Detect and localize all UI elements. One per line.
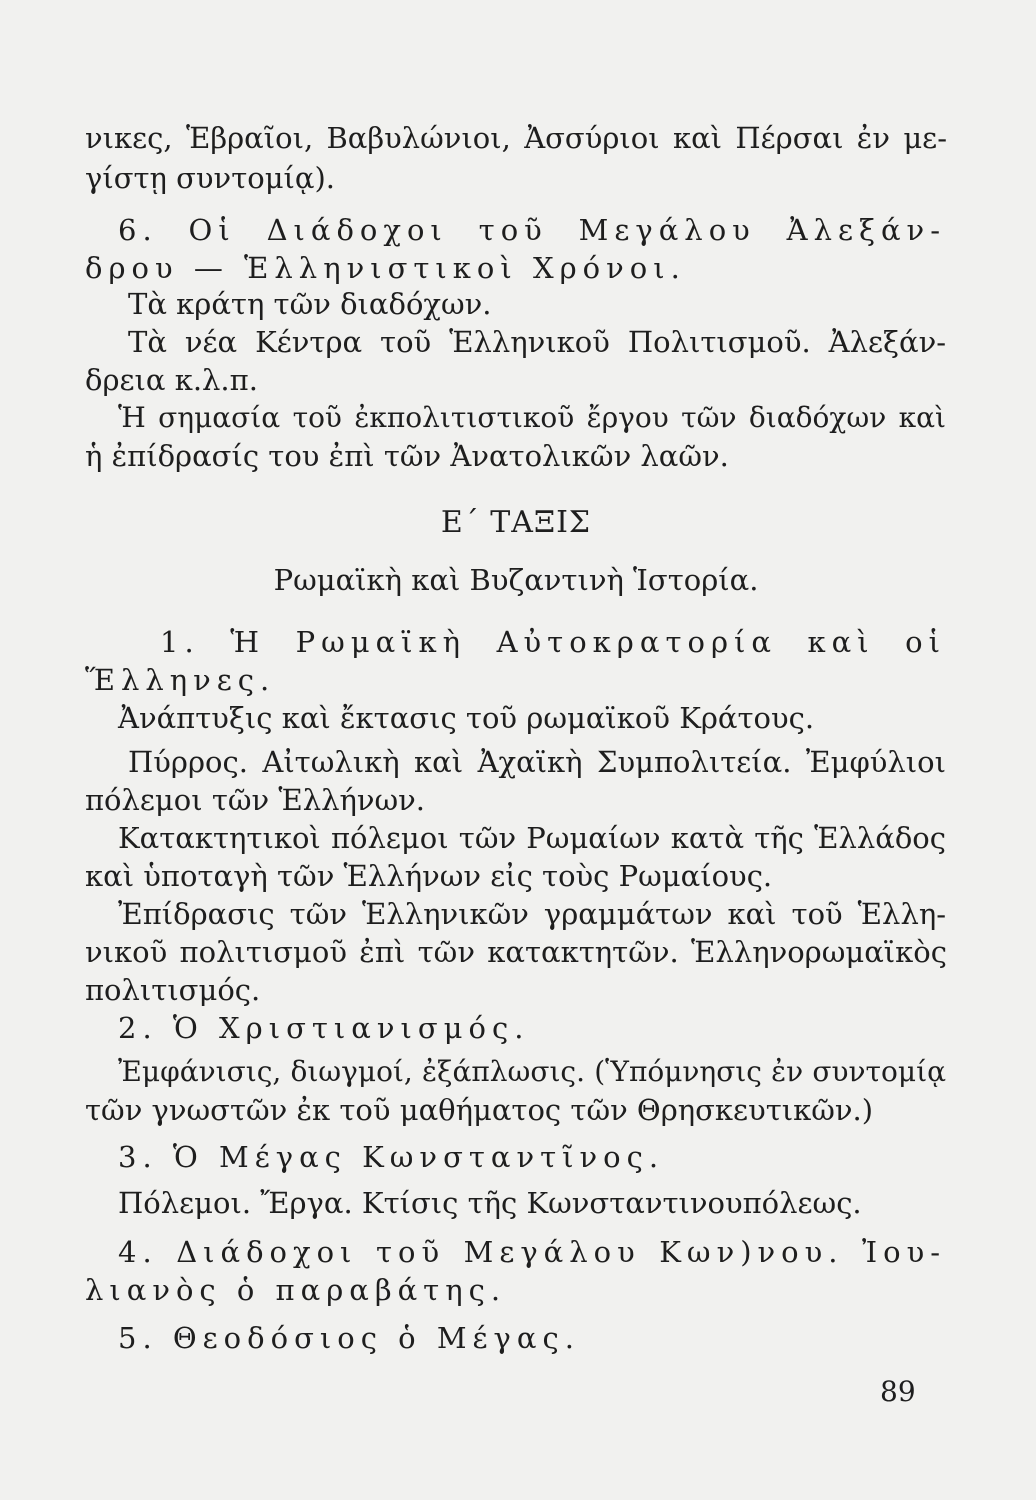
class-heading: Ε΄ ΤΑΞΙΣ <box>440 505 592 540</box>
section-heading-5: 5. Θεοδόσιος ὁ Μέγας. <box>118 1321 580 1355</box>
text-line: Πόλεμοι. Ἔργα. Κτίσις τῆς Κωνσταντινουπόλεως. <box>118 1186 862 1220</box>
text-line: Τὰ κράτη τῶν διαδόχων. <box>128 287 492 321</box>
text-line: Κατακτητικοὶ πόλεμοι τῶν Ρωμαίων κατὰ τῆς Ἑλλάδος <box>118 821 946 855</box>
subject-title: Ρωμαϊκὴ καὶ Βυζαντινὴ Ἱστορία. <box>273 563 759 597</box>
text-line: Τὰ νέα Κέντρα τοῦ Ἑλληνικοῦ Πολιτισμοῦ. Ἀλεξάν- <box>128 325 946 359</box>
text-line: γίστῃ συντομίᾳ). <box>85 161 336 195</box>
text-line: δρεια κ.λ.π. <box>85 363 258 397</box>
text-line: νικοῦ πολιτισμοῦ ἐπὶ τῶν κατακτητῶν. Ἑλληνορωμαϊκὸς <box>85 935 947 969</box>
section-heading-6: 6. Οἱ Διάδοχοι τοῦ Μεγάλου Ἀλεξάν- <box>118 213 946 247</box>
section-heading-4: 4. Διάδοχοι τοῦ Μεγάλου Κων)νου. Ἰου- <box>118 1235 946 1269</box>
text-line: καὶ ὑποταγὴ τῶν Ἑλλήνων εἰς τοὺς Ρωμαίους. <box>85 859 773 893</box>
text-line: τῶν γνωστῶν ἐκ τοῦ μαθήματος τῶν Θρησκευτικῶν.) <box>85 1093 874 1127</box>
text-line: πολιτισμός. <box>85 973 261 1007</box>
text-line: Ἐμφάνισις, διωγμοί, ἐξάπλωσις. (Ὑπόμνησις ἐν συντομίᾳ <box>118 1055 946 1088</box>
section-heading-3: 3. Ὁ Μέγας Κωνσταντῖνος. <box>118 1140 665 1174</box>
text-line: πόλεμοι τῶν Ἑλλήνων. <box>85 783 426 817</box>
text-line: Ἐπίδρασις τῶν Ἑλληνικῶν γραμμάτων καὶ τοῦ Ἑλλη- <box>118 897 946 931</box>
text-line: ἡ ἐπίδρασίς του ἐπὶ τῶν Ἀνατολικῶν λαῶν. <box>85 439 729 473</box>
section-heading-4-cont: λιανὸς ὁ παραβάτης. <box>85 1273 507 1307</box>
text-line: Ἀνάπτυξις καὶ ἔκτασις τοῦ ρωμαϊκοῦ Κράτους. <box>118 701 815 735</box>
section-heading-1: 1. Ἡ Ρωμαϊκὴ Αὐτοκρατορία καὶ οἱ <box>160 625 946 659</box>
section-heading-1-cont: Ἕλληνες. <box>85 663 276 697</box>
text-line: νικες, Ἑβραῖοι, Βαβυλώνιοι, Ἀσσύριοι καὶ Πέρσαι ἐν με- <box>85 121 947 155</box>
page-number: 89 <box>880 1375 916 1408</box>
section-heading-2: 2. Ὁ Χριστιανισμός. <box>118 1011 530 1045</box>
text-line: Ἡ σημασία τοῦ ἐκπολιτιστικοῦ ἔργου τῶν διαδόχων καὶ <box>118 401 946 434</box>
section-heading-6-cont: δρου — Ἑλληνιστικοὶ Χρόνοι. <box>85 251 686 285</box>
text-line: Πύρρος. Αἰτωλικὴ καὶ Ἀχαϊκὴ Συμπολιτεία. Ἐμφύλιοι <box>128 745 946 779</box>
